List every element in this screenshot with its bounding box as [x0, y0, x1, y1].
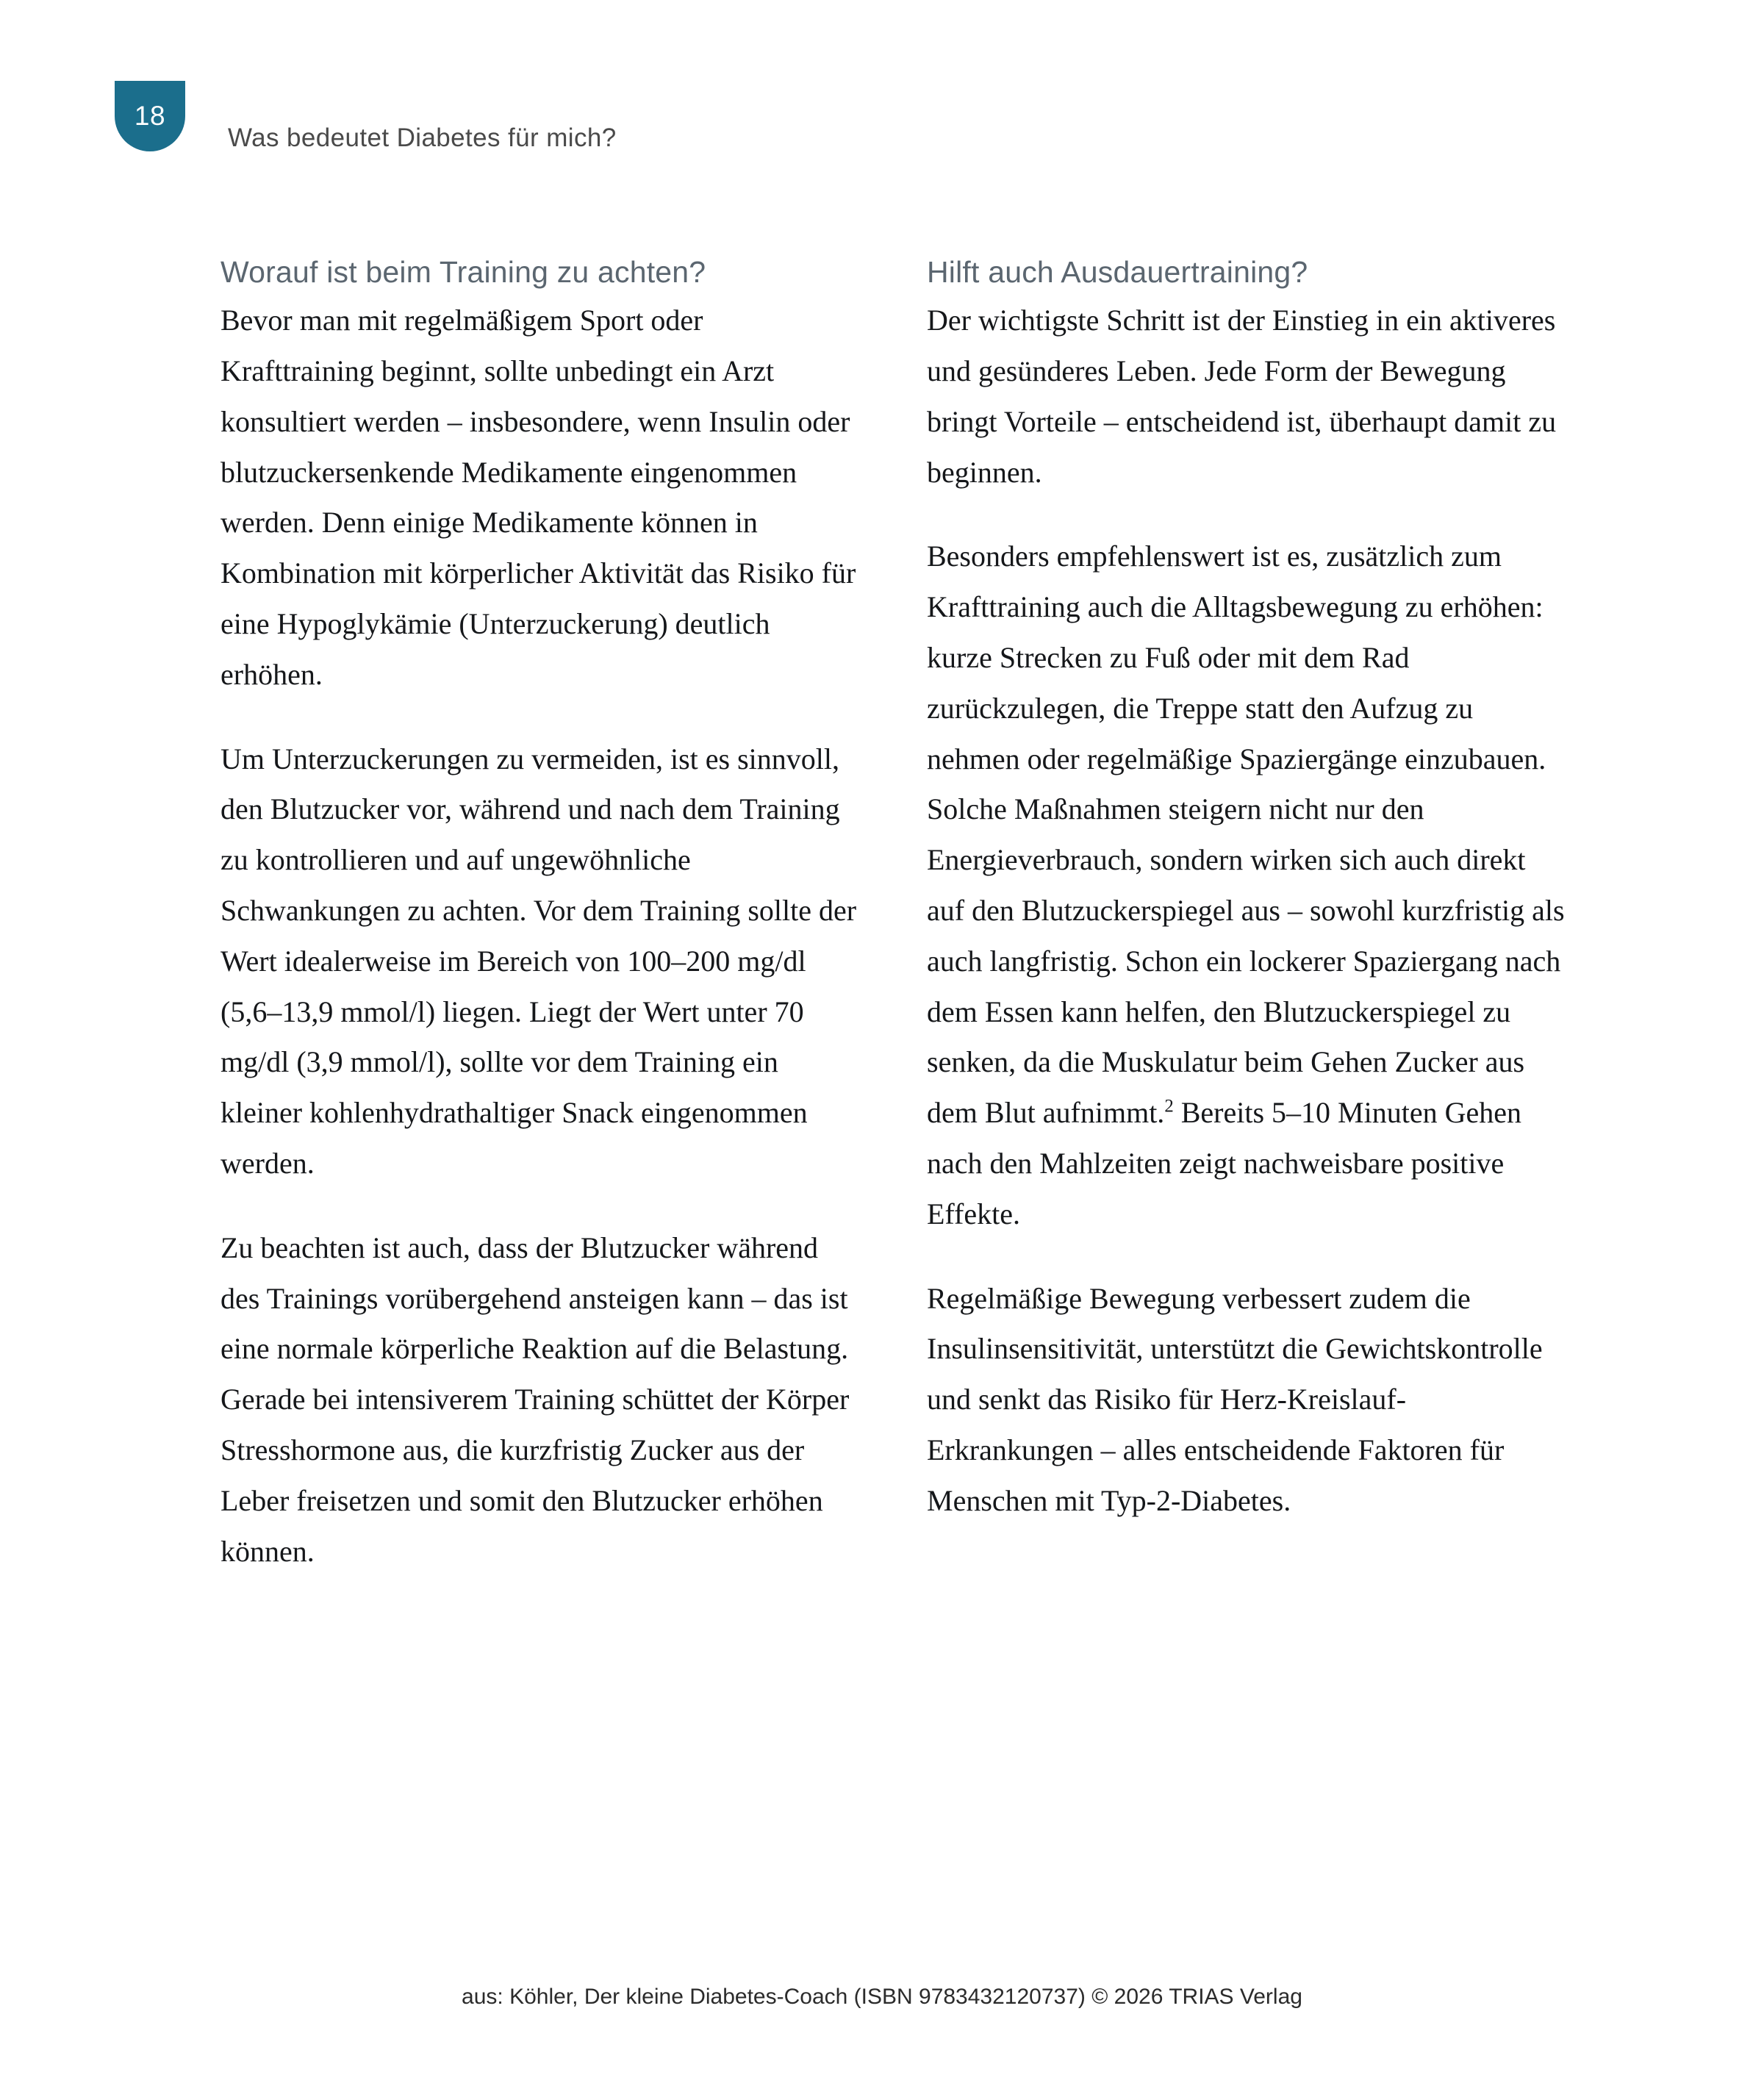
right-column [927, 254, 1566, 1577]
two-column-body [220, 254, 1566, 1577]
paragraph [927, 531, 1566, 1239]
page-header [115, 101, 617, 153]
paragraph: Der wichtigste Schritt ist der Einstieg in ein aktiveres und gesünderes Leben. Jede Form der Bewegung bringt Vorteile – entscheidend ist, überhaupt damit zu beginnen. [927, 304, 1557, 489]
page-number: 18 [134, 101, 166, 131]
left-column [220, 254, 859, 1577]
left-section-heading: Worauf ist beim Training zu achten? [220, 255, 706, 289]
page-number-badge [115, 81, 185, 151]
paragraph: Regelmäßige Bewegung verbessert zudem die Insulinsensitivität, unterstützt die Gewichtskontrolle und senkt das Risiko für Herz-Kreislauf-Erkrankungen – alles entscheidende Faktoren für Menschen mit Typ-2-Diabetes. [927, 1281, 1543, 1517]
right-section-heading: Hilft auch Ausdauertraining? [927, 255, 1308, 289]
paragraph: Bevor man mit regelmäßigem Sport oder Krafttraining beginnt, sollte unbedingt ein Arzt konsultiert werden – insbesondere, wenn Insulin oder blutzuckersenkende Medikamente eingenommen werden. Denn einige Medikamente können in Kombination mit körperlicher Aktivität das Risiko für eine Hypoglykämie (Unterzuckerung) deutlich erhöhen. [220, 304, 856, 691]
paragraph: Um Unterzuckerungen zu vermeiden, ist es sinnvoll, den Blutzucker vor, während und nach dem Training zu kontrollieren und auf ungewöhnliche Schwankungen zu achten. Vor dem Training sollte der Wert idealerweise im Bereich von 100–200 mg/dl (5,6–13,9 mmol/l) liegen. Liegt der Wert unter 70 mg/dl (3,9 mmol/l), sollte vor dem Training ein kleiner kohlenhydrathaltiger Snack eingenommen werden. [220, 742, 857, 1180]
paragraph-text-continued: Bereits 5–10 Minuten Gehen nach den Mahlzeiten zeigt nachweisbare positive Effekte. [927, 1096, 1521, 1230]
footnote-marker: 2 [1164, 1096, 1174, 1117]
paragraph: Zu beachten ist auch, dass der Blutzucker während des Trainings vorübergehend ansteigen kann – das ist eine normale körperliche Reaktion auf die Belastung. Gerade bei intensiverem Training schüttet der Körper Stresshormone aus, die kurzfristig Zucker aus der Leber freisetzen und somit den Blutzucker erhöhen können. [220, 1230, 850, 1568]
page-footer: aus: Köhler, Der kleine Diabetes-Coach (ISBN 9783432120737) © 2026 TRIAS Verlag [462, 1985, 1302, 2009]
chapter-title: Was bedeutet Diabetes für mich? [228, 123, 617, 152]
paragraph-text: Besonders empfehlenswert ist es, zusätzlich zum Krafttraining auch die Alltagsbewegung zu erhöhen: kurze Strecken zu Fuß oder mit dem Rad zurückzulegen, die Treppe statt den Aufzug zu nehmen oder regelmäßige Spaziergänge einzubauen. Solche Maßnahmen steigern nicht nur den Energieverbrauch, sondern wirken sich auch direkt auf den Blutzuckerspiegel aus – sowohl kurzfristig als auch langfristig. Schon ein lockerer Spaziergang nach dem Essen kann helfen, den Blutzuckerspiegel zu senken, da die Muskulatur beim Gehen Zucker aus dem Blut aufnimmt. [927, 540, 1565, 1130]
